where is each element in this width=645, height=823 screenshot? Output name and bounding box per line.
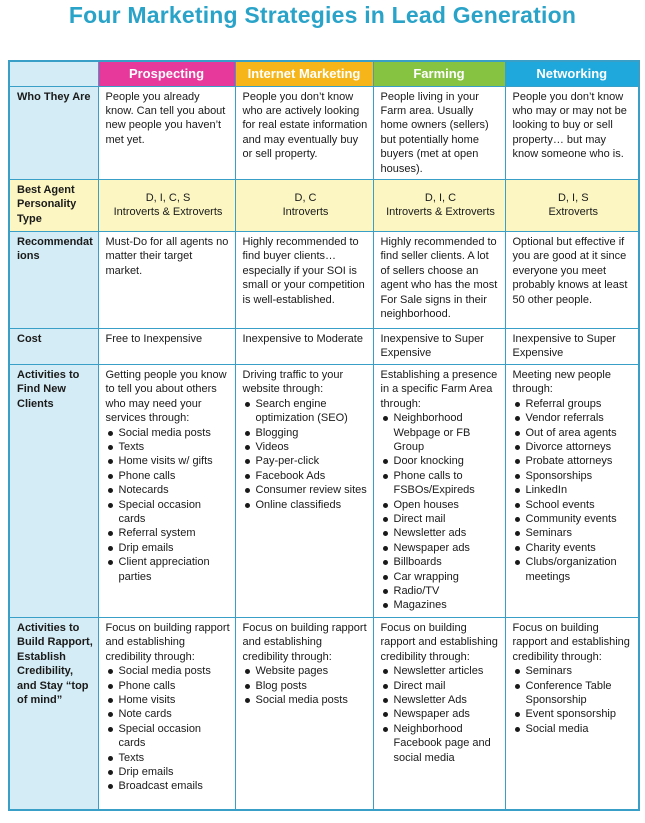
- cell-who-networking: People you don’t know who may or may not be looking to buy or sell property… but may know someone who is.: [505, 86, 639, 179]
- list-item: Neighborhood Webpage or FB Group: [381, 411, 501, 454]
- persona-types: D, I, C: [424, 192, 457, 205]
- list-item: Out of area agents: [513, 426, 635, 440]
- cell-recs-networking: Optional but effective if you are good at it since everyone you meet probably knows at least 50 other people.: [505, 231, 639, 328]
- row-label-personality: Best Agent Personality Type: [9, 179, 98, 231]
- row-cost: [9, 328, 639, 364]
- column-header-prospecting: Prospecting: [98, 61, 235, 86]
- cell-find-farming: [373, 364, 505, 617]
- column-header-farming: Farming: [373, 61, 505, 86]
- list-item: Seminars: [513, 664, 635, 678]
- list-item: Open houses: [381, 498, 501, 512]
- list-item: Pay-per-click: [243, 454, 369, 468]
- cell-recs-internet: Highly recommended to find buyer clients… especially if your SOI is small or your competition is well-established.: [235, 231, 373, 328]
- list-item: Texts: [106, 751, 231, 765]
- list-item: Direct mail: [381, 679, 501, 693]
- list-item: Community events: [513, 512, 635, 526]
- build-list: [513, 664, 635, 736]
- cell-persona-networking: [505, 179, 639, 231]
- find-list: [106, 426, 231, 584]
- cell-build-farming: [373, 617, 505, 810]
- list-item: Online classifieds: [243, 498, 369, 512]
- list-item: Phone calls: [106, 469, 231, 483]
- list-item: Blogging: [243, 426, 369, 440]
- build-list: [243, 664, 369, 707]
- cell-cost-internet: Inexpensive to Moderate: [235, 328, 373, 364]
- list-item: Website pages: [243, 664, 369, 678]
- row-label-who: Who They Are: [9, 86, 98, 179]
- column-header-internet-marketing: Internet Marketing: [235, 61, 373, 86]
- cell-recs-prospecting: Must-Do for all agents no matter their target market.: [98, 231, 235, 328]
- list-item: Special occasion cards: [106, 722, 231, 751]
- find-intro: Driving traffic to your website through:: [242, 368, 344, 396]
- list-item: Notecards: [106, 483, 231, 497]
- list-item: Probate attorneys: [513, 454, 635, 468]
- persona-types: D, C: [294, 192, 317, 205]
- row-label-find: Activities to Find New Clients: [9, 364, 98, 617]
- cell-build-internet: [235, 617, 373, 810]
- row-label-cost: Cost: [9, 328, 98, 364]
- list-item: Consumer review sites: [243, 483, 369, 497]
- cell-who-prospecting: People you already know. Can tell you about new people you haven’t met yet.: [98, 86, 235, 179]
- list-item: Sponsorships: [513, 469, 635, 483]
- list-item: Broadcast emails: [106, 779, 231, 793]
- persona-style: Introverts & Extroverts: [113, 206, 223, 219]
- list-item: Blog posts: [243, 679, 369, 693]
- list-item: Neighborhood Facebook page and social media: [381, 722, 501, 765]
- list-item: Billboards: [381, 555, 501, 569]
- list-item: Note cards: [106, 707, 231, 721]
- row-build-rapport: [9, 617, 639, 810]
- list-item: Conference Table Sponsorship: [513, 679, 635, 708]
- cell-who-internet: People you don’t know who are actively looking for real estate information and may eventually buy or sell property.: [235, 86, 373, 179]
- list-item: School events: [513, 498, 635, 512]
- build-intro: Focus on building rapport and establishing credibility through:: [242, 621, 367, 663]
- build-list: [381, 664, 501, 765]
- persona-style: Extroverts: [548, 206, 598, 219]
- row-find-clients: [9, 364, 639, 617]
- header-row: [9, 61, 639, 86]
- list-item: Search engine optimization (SEO): [243, 397, 369, 426]
- list-item: Home visits: [106, 693, 231, 707]
- list-item: Divorce attorneys: [513, 440, 635, 454]
- list-item: Newsletter articles: [381, 664, 501, 678]
- build-intro: Focus on building rapport and establishing credibility through:: [105, 621, 230, 663]
- cell-cost-prospecting: Free to Inexpensive: [98, 328, 235, 364]
- cell-persona-internet: [235, 179, 373, 231]
- list-item: Client appreciation parties: [106, 555, 231, 584]
- list-item: Social media posts: [106, 664, 231, 678]
- list-item: Facebook Ads: [243, 469, 369, 483]
- cell-build-prospecting: [98, 617, 235, 810]
- list-item: Clubs/organization meetings: [513, 555, 635, 584]
- list-item: Social media posts: [106, 426, 231, 440]
- list-item: Drip emails: [106, 541, 231, 555]
- row-label-build: Activities to Build Rapport, Establish Credibility, and Stay “top of mind”: [9, 617, 98, 810]
- build-list: [106, 664, 231, 794]
- list-item: Social media: [513, 722, 635, 736]
- cell-find-networking: [505, 364, 639, 617]
- list-item: Referral groups: [513, 397, 635, 411]
- build-intro: Focus on building rapport and establishing credibility through:: [380, 621, 498, 663]
- find-intro: Meeting new people through:: [512, 368, 611, 396]
- row-label-recommendations: Recommendations: [9, 231, 98, 328]
- list-item: Radio/TV: [381, 584, 501, 598]
- page-title: Four Marketing Strategies in Lead Generation: [68, 2, 577, 28]
- persona-types: D, I, S: [557, 192, 589, 205]
- cell-recs-farming: Highly recommended to find seller clients. A lot of sellers choose an agent who has the most For Sale signs in their neighborhood.: [373, 231, 505, 328]
- cell-who-farming: People living in your Farm area. Usually home owners (sellers) but potentially home buyers (met at open houses).: [373, 86, 505, 179]
- list-item: Vendor referrals: [513, 411, 635, 425]
- cell-cost-farming: Inexpensive to Super Expensive: [373, 328, 505, 364]
- list-item: Newspaper ads: [381, 541, 501, 555]
- persona-style: Introverts: [282, 206, 329, 219]
- list-item: Phone calls to FSBOs/Expireds: [381, 469, 501, 498]
- cell-cost-networking: Inexpensive to Super Expensive: [505, 328, 639, 364]
- list-item: Newsletter ads: [381, 526, 501, 540]
- cell-find-internet: [235, 364, 373, 617]
- list-item: LinkedIn: [513, 483, 635, 497]
- strategy-table: [8, 60, 640, 811]
- persona-style: Introverts & Extroverts: [386, 206, 495, 219]
- list-item: Seminars: [513, 526, 635, 540]
- list-item: Direct mail: [381, 512, 501, 526]
- find-list: [381, 411, 501, 613]
- header-corner: [9, 61, 98, 86]
- cell-persona-prospecting: [98, 179, 235, 231]
- list-item: Event sponsorship: [513, 707, 635, 721]
- persona-types: D, I, C, S: [145, 192, 191, 205]
- list-item: Phone calls: [106, 679, 231, 693]
- cell-persona-farming: [373, 179, 505, 231]
- list-item: Car wrapping: [381, 570, 501, 584]
- list-item: Videos: [243, 440, 369, 454]
- cell-find-prospecting: [98, 364, 235, 617]
- list-item: Magazines: [381, 598, 501, 612]
- list-item: Drip emails: [106, 765, 231, 779]
- list-item: Texts: [106, 440, 231, 454]
- list-item: Newsletter Ads: [381, 693, 501, 707]
- list-item: Charity events: [513, 541, 635, 555]
- find-list: [243, 397, 369, 512]
- list-item: Social media posts: [243, 693, 369, 707]
- row-personality: [9, 179, 639, 231]
- find-intro: Establishing a presence in a specific Farm Area through:: [380, 368, 498, 410]
- list-item: Referral system: [106, 526, 231, 540]
- build-intro: Focus on building rapport and establishing credibility through:: [512, 621, 630, 663]
- list-item: Home visits w/ gifts: [106, 454, 231, 468]
- column-header-networking: Networking: [505, 61, 639, 86]
- row-who-they-are: [9, 86, 639, 179]
- cell-build-networking: [505, 617, 639, 810]
- list-item: Door knocking: [381, 454, 501, 468]
- row-recommendations: [9, 231, 639, 328]
- list-item: Special occasion cards: [106, 498, 231, 527]
- find-list: [513, 397, 635, 584]
- list-item: Newspaper ads: [381, 707, 501, 721]
- find-intro: Getting people you know to tell you about others who may need your services through:: [105, 368, 227, 425]
